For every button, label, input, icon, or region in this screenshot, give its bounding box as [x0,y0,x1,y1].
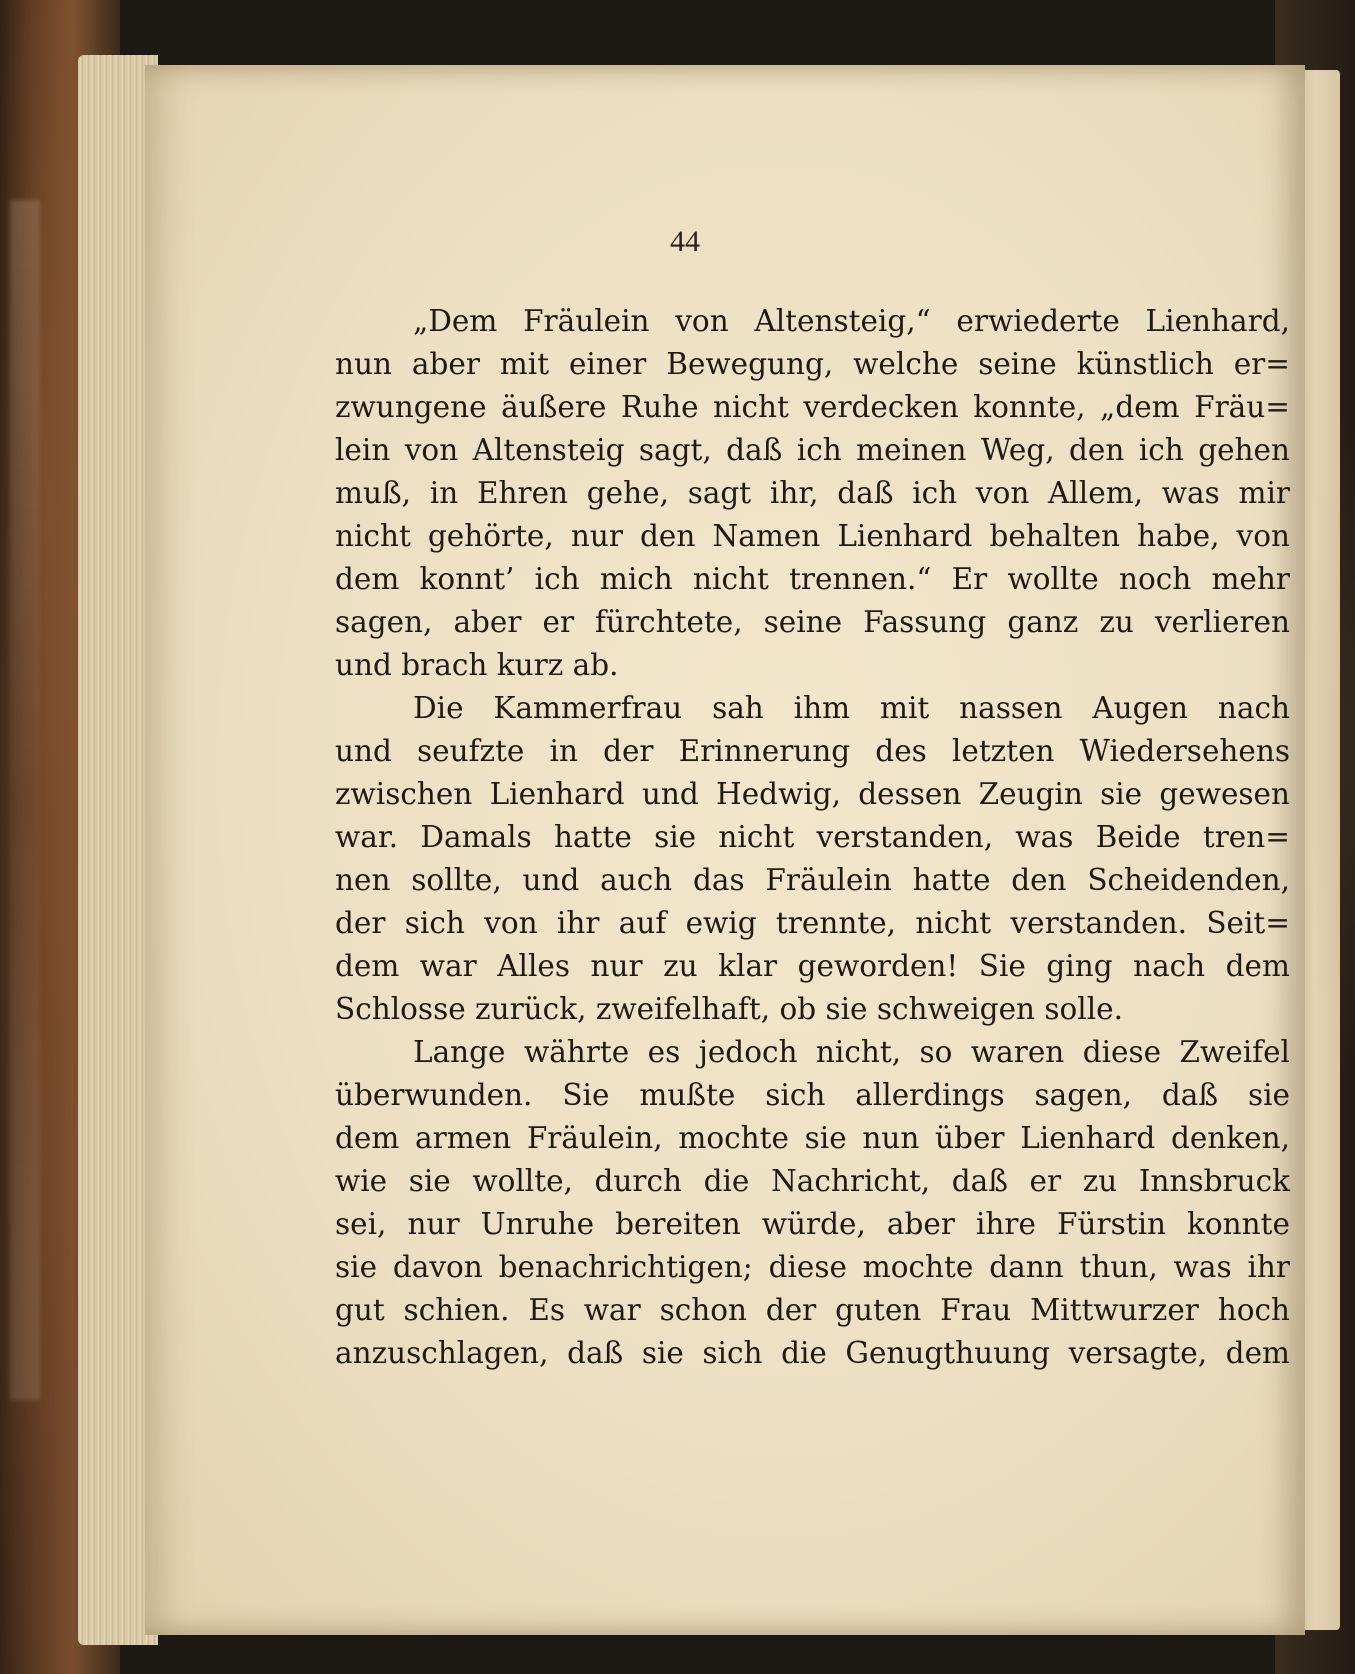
page-text-block [335,300,1355,1375]
text-line: war. Damals hatte sie nicht verstanden, was Beide tren= [335,820,1290,854]
text-line: dem armen Fräulein, mochte sie nun über Lienhard denken, [335,1121,1290,1155]
text-line: nun aber mit einer Bewegung, welche seine künstlich er= [335,347,1290,381]
text-line: lein von Altensteig sagt, daß ich meinen Weg, den ich gehen [335,433,1290,467]
text-line: sei, nur Unruhe bereiten würde, aber ihre Fürstin konnte [335,1207,1290,1241]
text-line: Schlosse zurück, zweifelhaft, ob sie schweigen solle. [335,992,1124,1026]
page-number: 44 [670,225,700,258]
text-line: sie davon benachrichtigen; diese mochte dann thun, was ihr [335,1250,1290,1284]
book-page [145,65,1305,1635]
text-line: überwunden. Sie mußte sich allerdings sagen, daß sie [335,1078,1290,1112]
text-line: der sich von ihr auf ewig trennte, nicht verstanden. Seit= [335,906,1290,940]
text-line: dem war Alles nur zu klar geworden! Sie ging nach dem [335,949,1290,983]
text-line: nicht gehörte, nur den Namen Lienhard behalten habe, von [335,519,1290,553]
text-line: zwungene äußere Ruhe nicht verdecken konnte, „dem Fräu= [335,390,1290,424]
text-line: und brach kurz ab. [335,648,619,682]
text-line: zwischen Lienhard und Hedwig, dessen Zeugin sie gewesen [335,777,1290,811]
text-line: dem konnt’ ich mich nicht trennen.“ Er wollte noch mehr [335,562,1290,596]
text-line: Lange währte es jedoch nicht, so waren diese Zweifel [413,1035,1290,1069]
text-line: Die Kammerfrau sah ihm mit nassen Augen nach [413,691,1290,725]
text-line: nen sollte, und auch das Fräulein hatte den Scheidenden, [335,863,1290,897]
text-line: wie sie wollte, durch die Nachricht, daß er zu Innsbruck [335,1164,1290,1198]
text-line: sagen, aber er fürchtete, seine Fassung ganz zu verlieren [335,605,1290,639]
text-line: gut schien. Es war schon der guten Frau Mittwurzer hoch [335,1293,1290,1327]
text-line: „Dem Fräulein von Altensteig,“ erwiederte Lienhard, [413,304,1290,338]
text-line: anzuschlagen, daß sie sich die Genugthuung versagte, dem [335,1336,1290,1370]
text-line: muß, in Ehren gehe, sagt ihr, daß ich von Allem, was mir [335,476,1290,510]
text-line: und seufzte in der Erinnerung des letzten Wiedersehens [335,734,1290,768]
